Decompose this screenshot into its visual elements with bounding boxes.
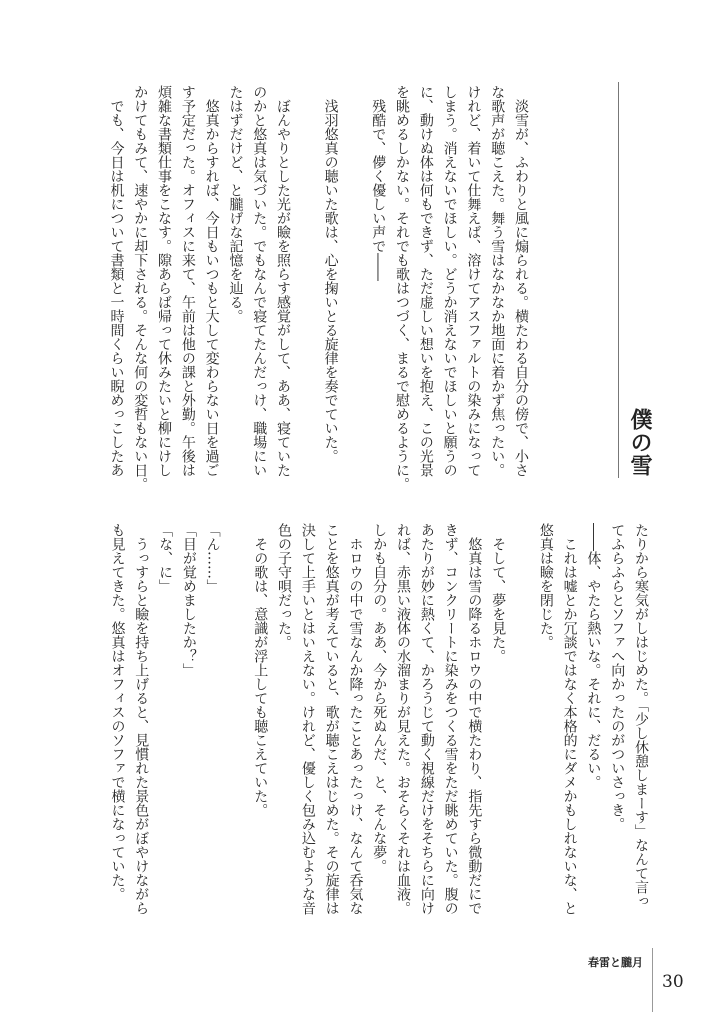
footer-divider — [652, 948, 653, 1012]
text-line: れば、赤黒い液体の水溜まりが見えた。おそらくそれは血液。 — [395, 523, 412, 915]
text-line: ――体、やたら熱いな。それに、だるい。 — [585, 523, 602, 789]
text-line: ことを悠真が考えていると、歌が聴こえはじめた。その旋律は — [323, 523, 340, 915]
text-line: その歌は、意識が浮上しても聴こえていた。 — [252, 523, 269, 817]
text-line: に、動けぬ体は何もできず、ただ虚しい想いを抱え、この光景 — [417, 85, 434, 477]
page-number: 30 — [662, 972, 684, 992]
text-line: あたりが妙に熱くて、かろうじて動く視線だけをそちらに向け — [418, 523, 435, 915]
text-line: 「ん……」 — [204, 523, 221, 593]
bottom-text-block — [105, 523, 652, 917]
text-line: 浅羽悠真の聴いた歌は、心を掬いとる旋律を奏でていた。 — [322, 85, 339, 463]
blank-line — [342, 85, 366, 479]
title-divider — [618, 82, 619, 478]
text-line: を眺めるしかない。それでも歌はつづく、まるで慰めるように。 — [394, 85, 411, 491]
blank-line — [509, 523, 533, 917]
text-line: 悠真からすれば、今日もいつもと大して変わらない日を過ご — [203, 85, 220, 477]
text-line: 淡雪が、ふわりと風に煽られる。横たわる自分の傍で、小さ — [513, 85, 529, 477]
text-line: のかと悠真は気づいた。でもなんで寝てたんだっけ、職場にい — [251, 85, 268, 477]
text-line: しまう。消えないでほしい。どうか消えないでほしいと願うの — [441, 85, 458, 477]
text-line: も見えてきた。悠真はオフィスのソファで横になっていた。 — [109, 523, 126, 901]
text-line: 決して上手いとはいえない。けれど、優しく包み込むような音 — [299, 523, 316, 915]
chapter-title: 僕の雪 — [627, 408, 653, 477]
text-line: でも、今日は机について書類と一時間くらい睨めっこしたあ — [108, 85, 125, 477]
text-line: きず、コンクリートに染みをつくる雪をただ眺めていた。腹の — [442, 523, 459, 915]
text-line: かけてもみて、速やかに却下される。そんな何の変哲もない日。 — [132, 85, 149, 491]
text-line: 色の子守唄だった。 — [276, 523, 293, 649]
top-text-block — [104, 85, 532, 491]
text-line: す予定だった。オフィスに来て、午前は他の課と外勤。午後は — [179, 85, 196, 477]
text-line: たはずだけど、と朧げな記憶を辿る。 — [227, 85, 244, 323]
text-line: 「目が覚めましたか？」 — [180, 523, 197, 677]
text-line: 残酷で、儚く優しい声で―― — [370, 85, 387, 281]
text-line: 「な、に」 — [157, 523, 174, 593]
footer-book-title: 春雷と朧月 — [588, 956, 643, 969]
text-line: てふらふらとソファへ向かったのがついさっき。 — [609, 523, 626, 831]
text-line: 悠真は雪の降るホロウの中で横たわり、指先すら微動だにで — [466, 523, 483, 915]
blank-line — [294, 85, 318, 479]
text-line: 煩雑な書類仕事をこなす。隙あらば帰って休みたいと柳にけし — [156, 85, 173, 477]
text-line: そして、夢を見た。 — [490, 523, 507, 663]
blank-line — [224, 523, 248, 917]
text-line: 悠真は瞼を閉じた。 — [537, 523, 554, 649]
text-line: たりから寒気がしはじめた。「少し休憩しまーす」なんて言っ — [633, 523, 649, 908]
text-line: けれど、着いて仕舞えば、溶けてアスファルトの染みになって — [465, 85, 482, 477]
text-line: ホロウの中で雪なんか降ったことあったっけ、なんて呑気な — [347, 523, 364, 915]
text-line: ぼんやりとした光が瞼を照らす感覚がして、ああ、寝ていた — [275, 85, 292, 477]
text-line: な歌声が聴こえた。舞う雪はなかなか地面に着かず焦ったい。 — [489, 85, 506, 477]
text-line: これは嘘とか冗談ではなく本格的にダメかもしれないな、と — [561, 523, 578, 915]
text-line: しかも自分の。ああ、今から死ぬんだ、と、そんな夢。 — [371, 523, 388, 873]
text-line: うっすらと瞼を持ち上げると、見慣れた景色がぼやけながら — [133, 523, 150, 915]
